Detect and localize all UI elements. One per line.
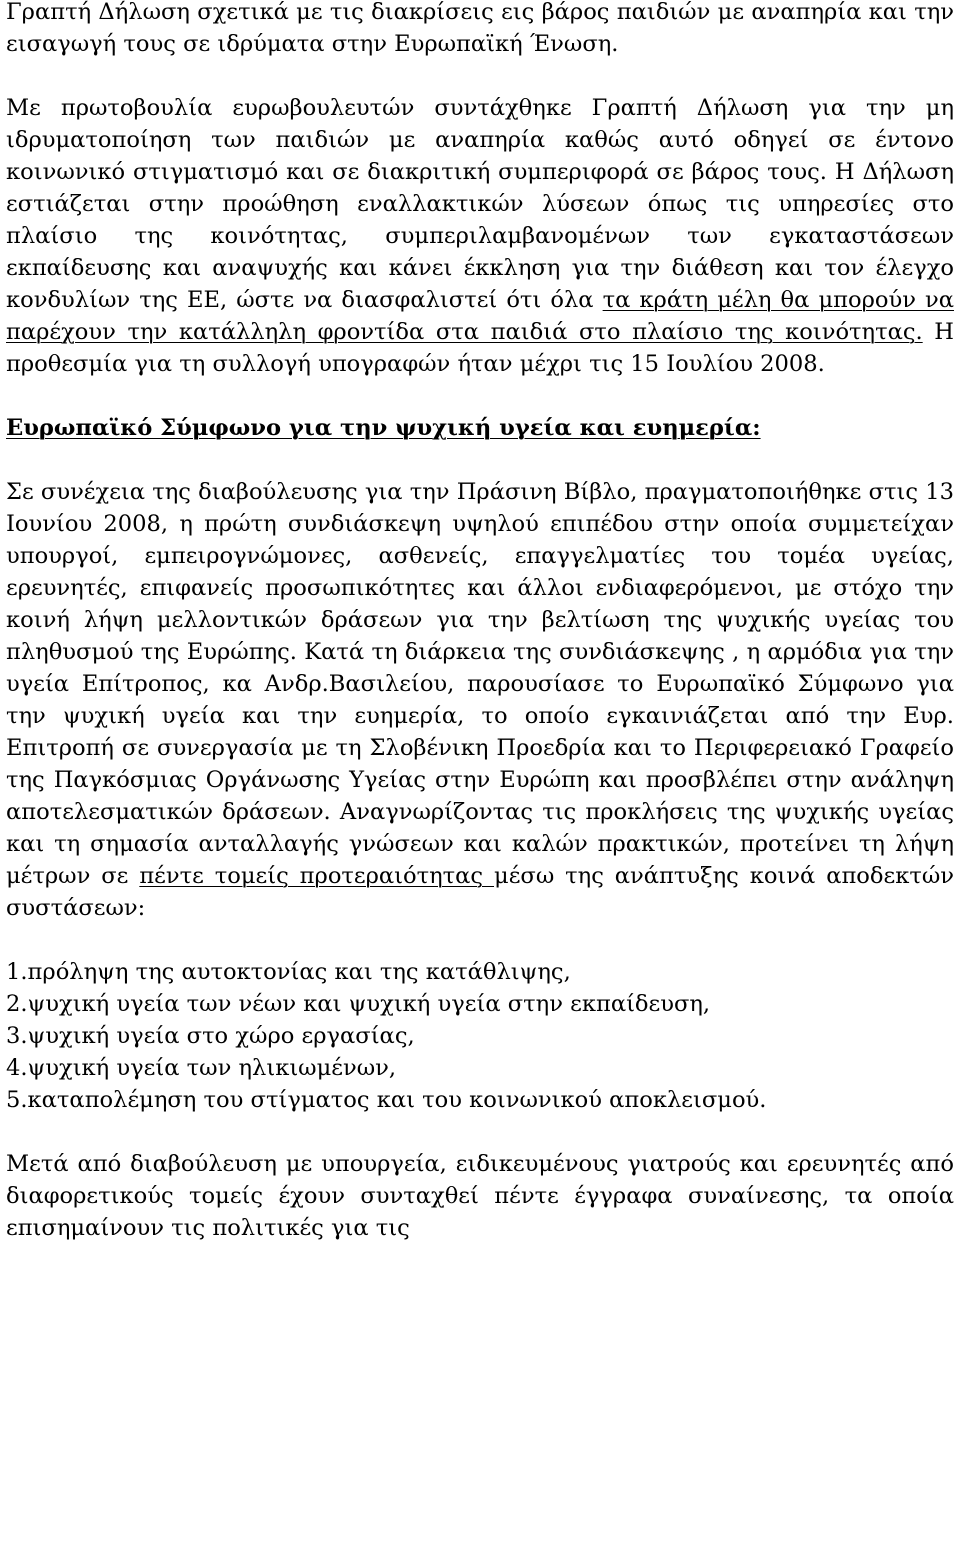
list-item: 2.ψυχική υγεία των νέων και ψυχική υγεία στην εκπαίδευση, xyxy=(6,991,711,1017)
declaration-paragraph xyxy=(6,92,954,380)
paragraph-spacer xyxy=(6,60,954,92)
list-item: 5.καταπολέμηση του στίγματος και του κοινωνικού αποκλεισμού. xyxy=(6,1087,767,1113)
paragraph-spacer xyxy=(6,924,954,956)
pact-text: Σε συνέχεια της διαβούλευσης για την Πράσινη Βίβλο, πραγματοποιήθηκε στις 13 Ιουνίου 2008, η πρώτη συνδιάσκεψη υψηλού επιπέδου στην οποία συμμετείχαν υπουργοί, εμπειρογνώμονες, ασθενείς, επαγγελματίες του τομέα υγείας, ερευνητές, επιφανείς προσωπικότητες και άλλοι ενδιαφερόμενοι, με στόχο την κοινή λήψη μελλοντικών δράσεων για την βελτίωση της ψυχικής υγείας του πληθυσμού της Ευρώπης. Κατά τη διάρκεια της συνδιάσκεψης , η αρμόδια για την υγεία Επίτροπος, κα Ανδρ.Βασιλείου, παρουσίασε το Ευρωπαϊκό Σύμφωνο για την ψυχική υγεία και την ευημερία, το οποίο εγκαινιάζεται από την Ευρ. Επιτροπή σε συνεργασία με τη Σλοβένικη Προεδρία και το Περιφερειακό Γραφείο της Παγκόσμιας Οργάνωσης Υγείας στην Ευρώπη και προσβλέπει στην ανάληψη αποτελεσματικών δράσεων. Αναγνωρίζοντας τις προκλήσεις της ψυχικής υγείας και τη σημασία ανταλλαγής γνώσεων και καλών πρακτικών, προτείνει τη λήψη μέτρων σε xyxy=(6,479,954,889)
list-item: 1.πρόληψη της αυτοκτονίας και της κατάθλιψης, xyxy=(6,959,571,985)
paragraph-spacer xyxy=(6,380,954,412)
paragraph-spacer xyxy=(6,444,954,476)
priority-areas-underlined-text: πέντε τομείς προτεραιότητας xyxy=(139,863,495,889)
declaration-deadline-text: Η προθεσμία για τη συλλογή υπογραφών ήταν μέχρι τις 15 Ιουλίου 2008. xyxy=(6,319,954,377)
priority-list xyxy=(6,956,954,1116)
declaration-text: Με πρωτοβουλία ευρωβουλευτών συντάχθηκε Γραπτή Δήλωση για την μη ιδρυματοποίηση των παιδιών με αναπηρία καθώς αυτό οδηγεί σε έντονο κοινωνικό στιγματισμό και σε διακριτική συμπεριφορά σε βάρος τους. Η Δήλωση εστιάζεται στην προώθηση εναλλακτικών λύσεων όπως τις υπηρεσίες στο πλαίσιο της κοινότητας, συμπεριλαμβανομένων των εγκαταστάσεων εκπαίδευσης και αναψυχής και κάνει έκκληση για την διάθεση και τον έλεγχο κονδυλίων της ΕΕ, ώστε να διασφαλιστεί ότι όλα xyxy=(6,95,954,313)
section-heading: Ευρωπαϊκό Σύμφωνο για την ψυχική υγεία και ευημερία: xyxy=(6,415,761,441)
list-item: 3.ψυχική υγεία στο χώρο εργασίας, xyxy=(6,1023,415,1049)
paragraph-spacer xyxy=(6,1116,954,1148)
list-item: 4.ψυχική υγεία των ηλικιωμένων, xyxy=(6,1055,397,1081)
pact-paragraph xyxy=(6,476,954,924)
document-title-paragraph: Γραπτή Δήλωση σχετικά με τις διακρίσεις εις βάρος παιδιών με αναπηρία και την εισαγωγή τους σε ιδρύματα στην Ευρωπαϊκή Ένωση. xyxy=(6,0,954,57)
consultation-paragraph: Μετά από διαβούλευση με υπουργεία, ειδικευμένους γιατρούς και ερευνητές από διαφορετικούς τομείς έχουν συνταχθεί πέντε έγγραφα συναίνεσης, τα οποία επισημαίνουν τις πολιτικές για τις xyxy=(6,1151,954,1241)
pact-text-end: μέσω της ανάπτυξης κοινά αποδεκτών συστάσεων: xyxy=(6,863,954,921)
declaration-underlined-text: τα κράτη μέλη θα μπορούν να παρέχουν την κατάλληλη φροντίδα στα παιδιά στο πλαίσιο της κοινότητας. xyxy=(6,287,954,345)
document-page xyxy=(6,0,954,1244)
